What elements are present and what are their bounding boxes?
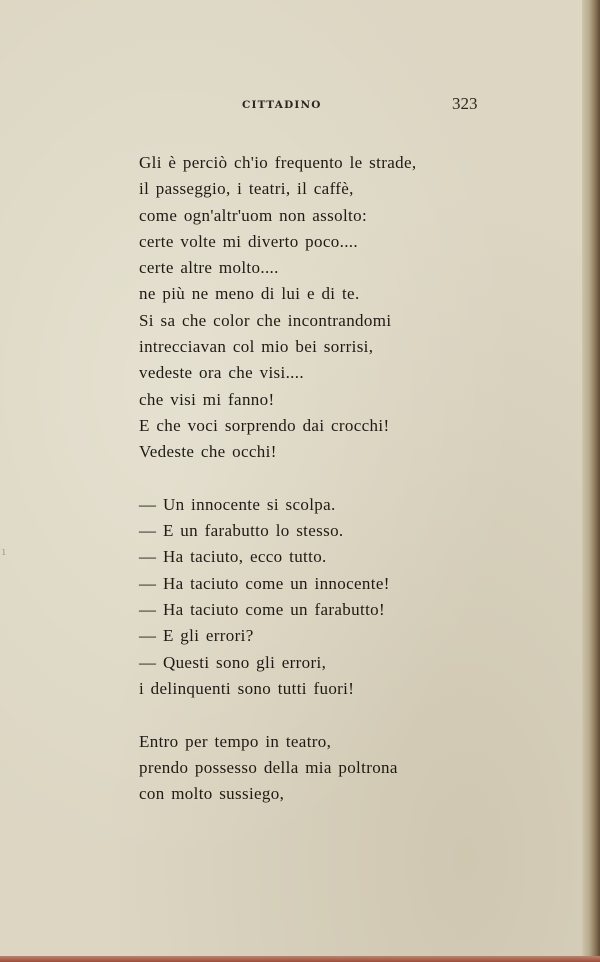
poem-line: Vedeste che occhi! [139, 442, 277, 462]
poem-line: Entro per tempo in teatro, [139, 731, 332, 751]
poem-line: — Ha taciuto, ecco tutto. [139, 547, 327, 567]
poem-line: che visi mi fanno! [139, 389, 275, 409]
page-number: 323 [452, 94, 478, 113]
poem-line: come ogn'altr'uom non assolto: [139, 205, 368, 225]
poem-line: ne più ne meno di lui e di te. [139, 284, 360, 304]
poem-line: con molto sussiego, [139, 784, 285, 804]
poem-body [139, 150, 416, 807]
poem-line: certe altre molto.... [139, 258, 279, 278]
poem-line: Gli è perciò ch'io frequento le strade, [139, 153, 417, 172]
poem-line: — Ha taciuto come un farabutto! [139, 600, 386, 620]
poem-line: intrecciavan col mio bei sorrisi, [139, 337, 374, 357]
poem-line: vedeste ora che visi.... [139, 363, 304, 383]
poem-line: il passeggio, i teatri, il caffè, [139, 179, 354, 199]
poem-line: — E un farabutto lo stesso. [139, 521, 344, 541]
poem-line: i delinquenti sono tutti fuori! [139, 678, 355, 698]
poem-line: — Un innocente si scolpa. [139, 494, 336, 514]
poem-line: E che voci sorprendo dai crocchi! [139, 415, 390, 435]
stanza-break [139, 702, 416, 728]
stanza-break [139, 466, 416, 492]
poem-line: certe volte mi diverto poco.... [139, 231, 359, 251]
gutter-mark: ı [2, 545, 6, 558]
page-edge-shadow [582, 0, 600, 962]
running-head: CITTADINO [242, 99, 322, 111]
poem-line: prendo possesso della mia poltrona [139, 757, 398, 777]
poem-line: — E gli errori? [139, 626, 254, 646]
poem-line: — Ha taciuto come un innocente! [139, 573, 390, 593]
book-cover-edge [0, 956, 600, 962]
poem-line: Si sa che color che incontrandomi [139, 310, 392, 330]
poem-line: — Questi sono gli errori, [139, 652, 327, 672]
